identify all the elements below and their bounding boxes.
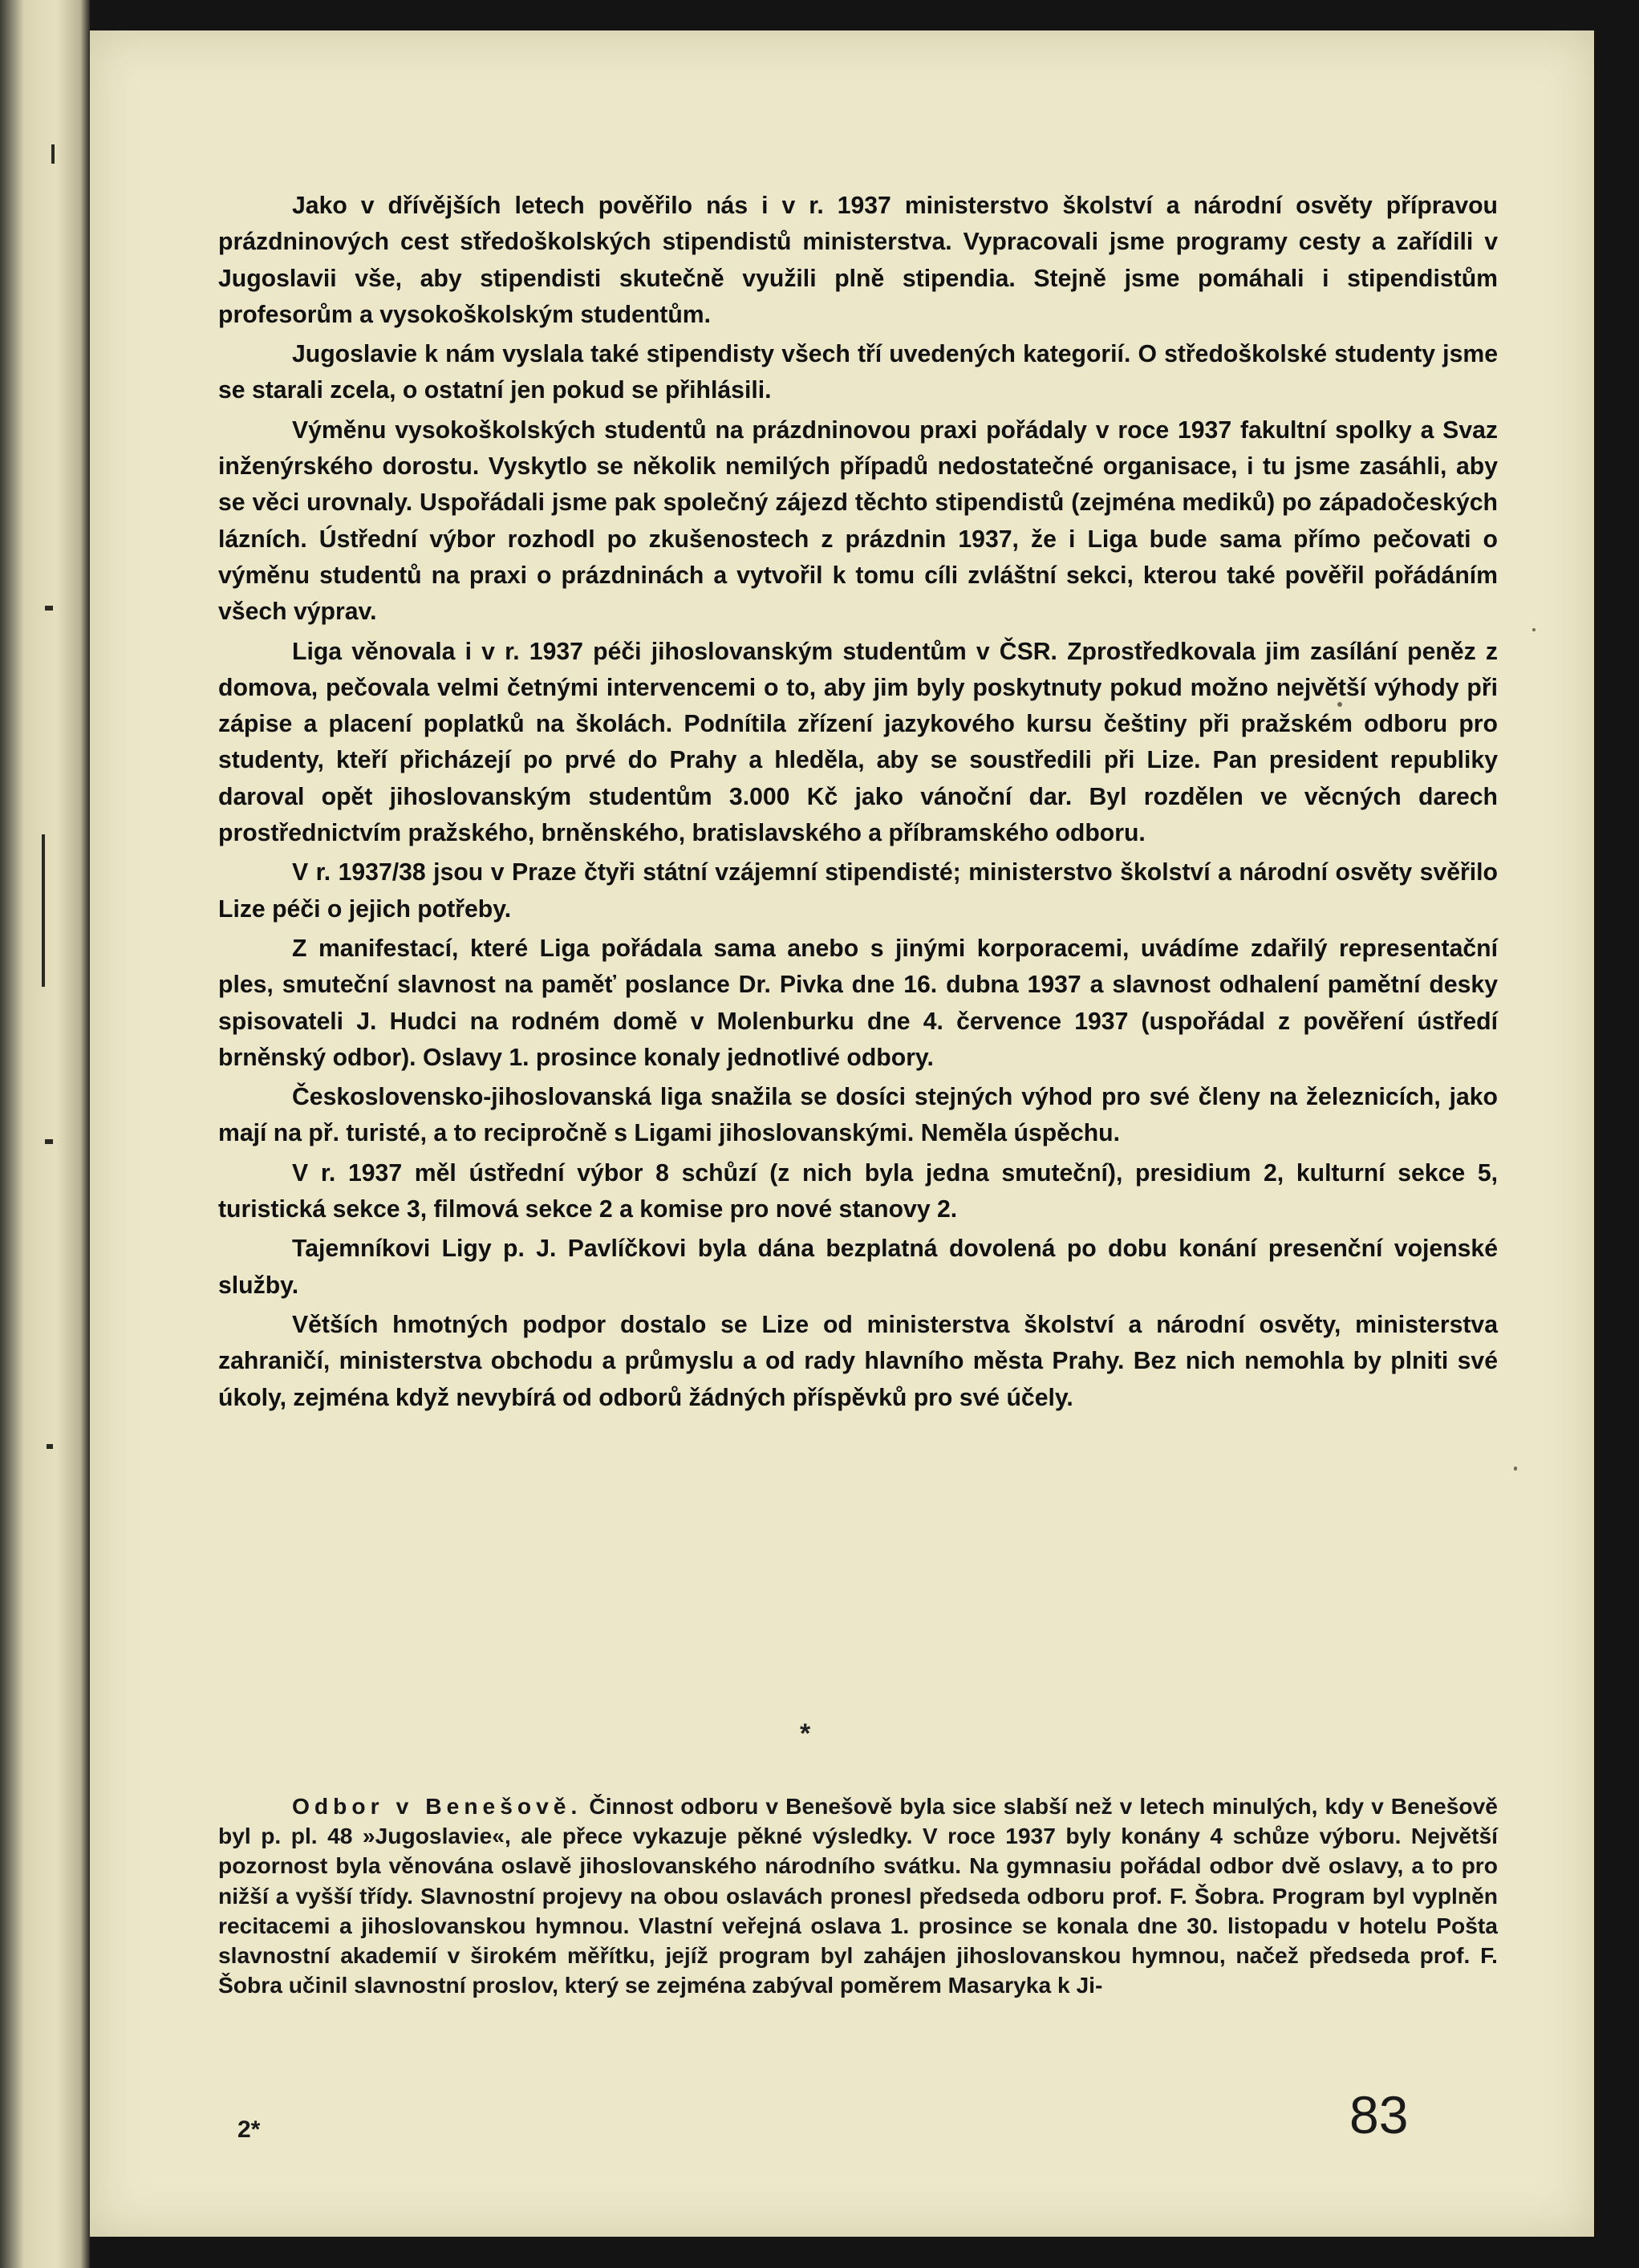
body-text — [218, 188, 1498, 1419]
gutter-mark — [45, 606, 53, 611]
gutter-mark — [51, 144, 55, 164]
gutter-mark — [47, 1444, 53, 1449]
signature-mark: 2* — [237, 2116, 261, 2143]
paragraph: Jako v dřívějších letech pověřilo nás i v r. 1937 ministerstvo školství a národní osvěty přípravou prázdninových cest středoškolských stipendistů ministerstva. Vypracovali jsme programy cesty a zařídili v Jugoslavii vše, aby stipendisti skutečně využili plně stipendia. Stejně jsme pomáhali i stipendistům profesorům a vysokoškolským studentům. — [218, 193, 1498, 328]
paragraph: Větších hmotných podpor dostalo se Lize od ministerstva školství a národní osvěty, ministerstva zahraničí, ministerstva obchodu a průmyslu a od rady hlavního města Prahy. Bez nich nemohla by plniti své úkoly, zejména když nevybírá od odborů žádných příspěvků pro své účely. — [218, 1311, 1498, 1411]
paragraph: Liga věnovala i v r. 1937 péči jihoslovanským studentům v ČSR. Zprostředkovala jim zasílání peněz z domova, pečovala velmi četnými intervencemi o to, aby jim byly poskytnuty pokud možno největší výhody při zápise a placení poplatků na školách. Podnítila zřízení jazykového kursu češtiny při pražském odboru pro studenty, kteří přicházejí po prvé do Prahy a hleděla, aby se soustředili při Lize. Pan president republiky daroval opět jihoslovanským studentům 3.000 Kč jako vánoční dar. Byl rozdělen ve věcných darech prostřednictvím pražského, brněnského, bratislavského a příbramského odboru. — [218, 638, 1498, 847]
book-gutter — [0, 0, 90, 2268]
paper-speck — [1337, 702, 1342, 707]
paragraph: V r. 1937 měl ústřední výbor 8 schůzí (z nich byla jedna smuteční), presidium 2, kulturní sekce 5, turistická sekce 3, filmová sekce 2 a komise pro nové stanovy 2. — [218, 1159, 1498, 1223]
page-number: 83 — [1349, 2085, 1409, 2144]
paragraph: Československo-jihoslovanská liga snažila se dosíci stejných výhod pro své členy na železnicích, jako mají na př. turisté, a to recipročně s Ligami jihoslovanskými. Neměla úspěchu. — [218, 1084, 1498, 1147]
paragraph: Jugoslavie k nám vyslala také stipendisty všech tří uvedených kategorií. O středoškolské studenty jsme se starali zcela, o ostatní jen pokud se přihlásili. — [218, 341, 1498, 404]
paragraph: Tajemníkovi Ligy p. J. Pavlíčkovi byla dána bezplatná dovolená po dobu konání presenční vojenské služby. — [218, 1235, 1498, 1299]
gutter-mark — [45, 1139, 53, 1144]
book-page — [90, 30, 1594, 2237]
gutter-mark — [42, 834, 45, 987]
branch-paragraph — [218, 1791, 1498, 2000]
paper-speck — [1532, 628, 1536, 631]
section-separator: * — [800, 1718, 811, 1749]
branch-text: Činnost odboru v Benešově byla sice slabší než v letech minulých, kdy v Benešově byl p. pl. 48 »Jugoslavie«, ale přece vykazuje pěkné výsledky. V roce 1937 byly konány 4 schůze výboru. Největší pozornost byla věnována oslavě jihoslovanského národního svátku. Na gymnasiu pořádal odbor dvě oslavy, a to pro nižší a vyšší třídy. Slavnostní projevy na obou oslavách pronesl předseda odboru prof. F. Šobra. Program byl vyplněn recitacemi a jihoslovanskou hymnou. Vlastní veřejná oslava 1. prosince se konala dne 30. listopadu v hotelu Pošta slavnostní akademií v širokém měřítku, jejíž program byl zahájen jihoslovanskou hymnou, načež předseda prof. F. Šobra učinil slavnostní proslov, který se zejména zabýval poměrem Masaryka k Ji- — [218, 1793, 1498, 1998]
branch-report — [218, 1791, 1498, 2000]
paragraph: V r. 1937/38 jsou v Praze čtyři státní vzájemní stipendisté; ministerstvo školství a národní osvěty svěřilo Lize péči o jejich potřeby. — [218, 859, 1498, 923]
paragraph: Z manifestací, které Liga pořádala sama anebo s jinými korporacemi, uvádíme zdařilý representační ples, smuteční slavnost na paměť poslance Dr. Pivka dne 16. dubna 1937 a slavnost odhalení pamětní desky spisovateli J. Hudci na rodném domě v Molenburku dne 4. července 1937 (uspořádal z pověření ústředí brněnský odbor). Oslavy 1. prosince konaly jednotlivé odbory. — [218, 935, 1498, 1071]
paper-speck — [1514, 1467, 1517, 1471]
branch-heading: Odbor v Benešově. — [292, 1793, 582, 1819]
paragraph: Výměnu vysokoškolských studentů na prázdninovou praxi pořádaly v roce 1937 fakultní spolky a Svaz inženýrského dorostu. Vyskytlo se několik nemilých případů nedostatečné organisace, i tu jsme zasáhli, aby se věci urovnaly. Uspořádali jsme pak společný zájezd těchto stipendistů (zejména mediků) po západočeských lázních. Ústřední výbor rozhodl po zkušenostech z prázdnin 1937, že i Liga bude sama přímo pečovati o výměnu studentů na praxi o prázdninách a vytvořil k tomu cíli zvláštní sekci, kterou také pověřil pořádáním všech výprav. — [218, 416, 1498, 626]
